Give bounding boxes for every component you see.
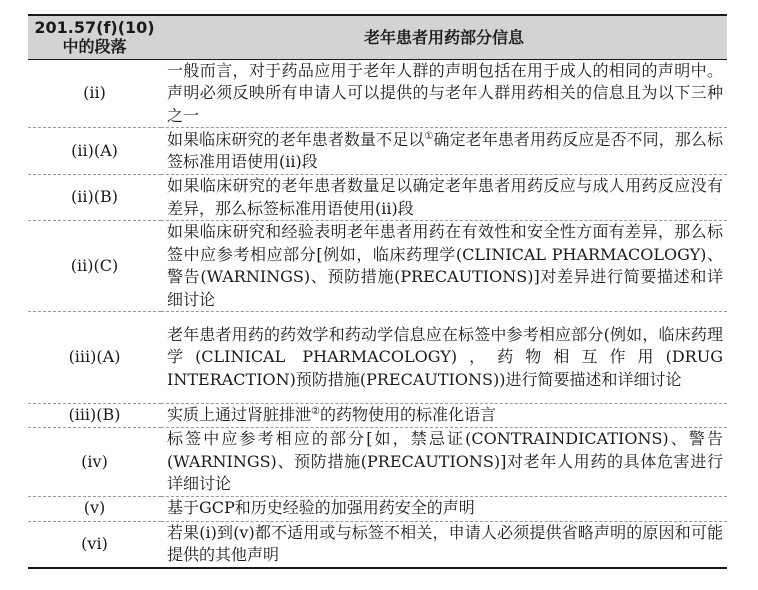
paragraph-text: 如果临床研究和经验表明老年患者用药在有效性和安全性方面有差异，那么标签中应参考相应部分[例如，临床药理学(CLINICAL PHARMACOLOGY)、警告(WARNINGS)、预防措施(PRECAUTIONS)]对差异进行简要描述和详细讨论	[161, 221, 727, 312]
table-row	[28, 521, 727, 568]
paragraph-ref: (vi)	[28, 521, 161, 568]
header-section-line1: 201.57(f)(10)	[34, 18, 155, 38]
table-row	[28, 404, 727, 428]
table-row	[28, 59, 727, 128]
paragraph-ref: (iii)(B)	[28, 404, 161, 428]
table-row	[28, 496, 727, 521]
header-section-line2: 中的段落	[62, 37, 127, 57]
paragraph-text: 标签中应参考相应的部分[如，禁忌证(CONTRAINDICATIONS)、警告(WARNINGS)、预防措施(PRECAUTIONS)]对老年人用药的具体危害进行详细讨论	[161, 428, 727, 497]
paragraph-ref: (ii)(A)	[28, 128, 161, 175]
paragraph-ref: (ii)(C)	[28, 221, 161, 312]
table-row	[28, 312, 727, 404]
table-row	[28, 221, 727, 312]
paragraph-text: 若果(i)到(v)都不适用或与标签不相关，申请人必须提供省略声明的原因和可能提供的其他声明	[161, 521, 727, 568]
footnote-marker: ②	[311, 406, 320, 418]
table-row	[28, 175, 727, 221]
paragraph-ref: (iii)(A)	[28, 312, 161, 404]
paragraph-ref: (v)	[28, 496, 161, 521]
table-row	[28, 428, 727, 497]
paragraph-text: 老年患者用药的药效学和药动学信息应在标签中参考相应部分(例如，临床药理学(CLINICAL PHARMACOLOGY)，药物相互作用(DRUG INTERACTION)预防措施(PRECAUTIONS))进行简要描述和详细讨论	[161, 312, 727, 404]
paragraph-text: 如果临床研究的老年患者数量不足以①确定老年患者用药反应是否不同，那么标签标准用语使用(ii)段	[161, 128, 727, 175]
paragraph-ref: (iv)	[28, 428, 161, 497]
paragraph-text: 实质上通过肾脏排泄②的药物使用的标准化语言	[161, 404, 727, 428]
header-info-column: 老年患者用药部分信息	[161, 15, 727, 59]
table-header-row	[28, 15, 727, 59]
paragraph-text: 基于GCP和历史经验的加强用药安全的声明	[161, 496, 727, 521]
table-row	[28, 128, 727, 175]
paragraph-text: 如果临床研究的老年患者数量足以确定老年患者用药反应与成人用药反应没有差异，那么标签标准用语使用(ii)段	[161, 175, 727, 221]
header-paragraph-column	[28, 15, 161, 59]
footnote-marker: ①	[424, 130, 434, 142]
geriatric-use-table	[28, 14, 727, 569]
paragraph-ref: (ii)(B)	[28, 175, 161, 221]
paragraph-ref: (ii)	[28, 59, 161, 128]
paragraph-text: 一般而言，对于药品应用于老年人群的声明包括在用于成人的相同的声明中。声明必须反映所有申请人可以提供的与老年人群用药相关的信息且为以下三种之一	[161, 59, 727, 128]
